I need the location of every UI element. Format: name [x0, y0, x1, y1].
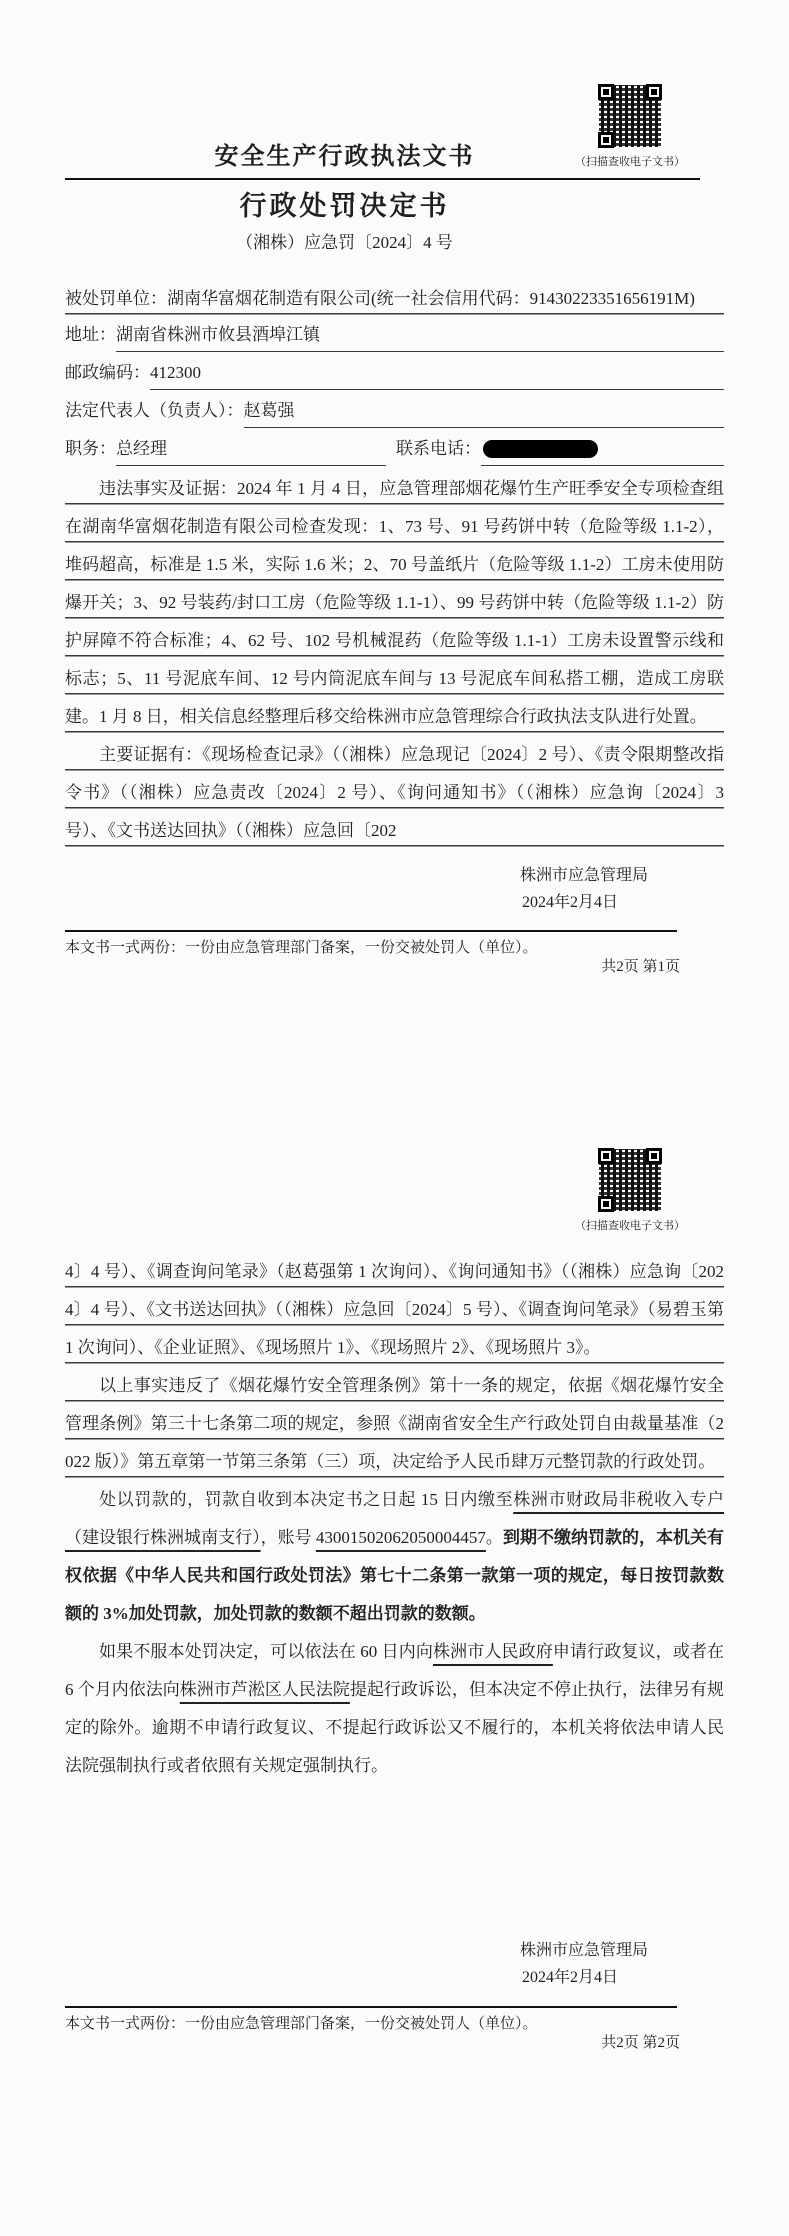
qr-finder-icon — [598, 1148, 614, 1164]
qr-finder-icon — [646, 1148, 662, 1164]
field-phone-value — [481, 432, 724, 466]
field-postcode — [65, 356, 724, 390]
issuing-authority: 株洲市应急管理局 — [519, 1942, 648, 1959]
qr-caption: （扫描查收电子文书） — [575, 1220, 685, 1232]
qr-finder-icon — [646, 84, 662, 100]
field-legal-rep — [65, 394, 724, 428]
field-position-label: 职务： — [65, 439, 116, 458]
evidence-continued-paragraph: 4〕4 号）、《调查询问笔录》（赵葛强第 1 次询问）、《询问通知书》（（湘株）应急询〔2024〕4 号）、《文书送达回执》（（湘株）应急回〔2024〕5 号）、《调查询问笔录》（易碧玉第 1 次询问）、《企业证照》、《现场照片 1》、《现场照片 2》、《现场照片 3》。 — [65, 1253, 724, 1367]
header-divider — [65, 178, 700, 180]
payment-paragraph: 处以罚款的，罚款自收到本决定书之日起 15 日内缴至株洲市财政局非税收入专户（建设银行株洲城南支行），账号 43001502062050004457。到期不缴纳罚款的，本机关有权依据《中华人民共和国行政处罚法》第七十二条第一款第一项的规定，每日按罚款数额的 3%加处罚款，加处罚款的数额不超出罚款的数额。 — [65, 1490, 725, 1623]
appeal-paragraph: 如果不服本处罚决定，可以依法在 60 日内向株洲市人民政府申请行政复议，或者在 6 个月内依法向株洲市芦淞区人民法院提起行政诉讼，但本决定不停止执行，法律另有规定的除外。逾期不申请行政复议、不提起行政诉讼又不履行的，本机关将依法申请人民法院强制执行或者依照有关规定强制执行。 — [65, 1642, 725, 1775]
header-title: 安全生产行政执法文书 — [214, 144, 475, 170]
qr-finder-icon — [598, 84, 614, 100]
field-postcode-value: 412300 — [150, 356, 724, 390]
field-legal-rep-label: 法定代表人（负责人）： — [65, 401, 244, 420]
signature-block — [65, 1937, 724, 1991]
facts-label: 违法事实及证据： — [65, 479, 237, 498]
field-address-label: 地址： — [65, 325, 116, 344]
facts-text: 2024 年 1 月 4 日，应急管理部烟花爆竹生产旺季安全专项检查组在湖南华富烟花制造有限公司检查发现：1、73 号、91 号药饼中转（危险等级 1.1-2），堆码超高，标准是 1.5 米，实际 1.6 米；2、70 号盖纸片（危险等级 1.1-2）工房未使用防爆开关；3、92 号装药/封口工房（危险等级 1.1-1）、99 号药饼中转（危险等级 1.1-2）防护屏障不符合标准；4、62 号、102 号机械混药（危险等级 1.1-1）工房未设置警示线和标志；5、11 号泥底车间、12 号内筒泥底车间与 13 号泥底车间私搭工棚，造成工房联建。1 月 8 日，相关信息经整理后移交给株洲市应急管理综合行政执法支队进行处置。 — [65, 479, 725, 726]
evidence-paragraph: 主要证据有：《现场检查记录》（（湘株）应急现记〔2024〕2 号）、《责令限期整改指令书》（（湘株）应急责改〔2024〕2 号）、《询问通知书》（（湘株）应急询〔2024〕3 号）、《文书送达回执》（（湘株）应急回〔202 — [65, 736, 724, 850]
doc-number: （湘株）应急罚〔2024〕4 号 — [236, 233, 453, 252]
page-2 — [0, 1100, 789, 2236]
page-1 — [0, 0, 789, 1100]
footer-note: 本文书一式两份：一份由应急管理部门备案，一份交被处罚人（单位）。 — [65, 940, 538, 956]
qr-code-icon — [598, 1148, 662, 1212]
field-address — [65, 318, 724, 352]
page-indicator: 共2页 第1页 — [601, 959, 680, 975]
signature-block — [65, 862, 724, 916]
qr-block-page2 — [571, 1148, 689, 1233]
issue-date: 2024年2月4日 — [521, 1969, 618, 1986]
qr-finder-icon — [598, 132, 614, 148]
page-footer — [65, 930, 724, 977]
field-position-phone — [65, 432, 724, 466]
page-indicator: 共2页 第2页 — [601, 2035, 680, 2051]
field-legal-rep-value: 赵葛强 — [244, 394, 725, 428]
qr-caption: （扫描查收电子文书） — [575, 156, 685, 168]
field-punished-unit — [65, 280, 724, 318]
field-punished-unit-value: 湖南华富烟花制造有限公司(统一社会信用代码：91430223351656191M) — [167, 289, 695, 308]
facts-paragraph — [65, 470, 724, 736]
issuing-authority: 株洲市应急管理局 — [519, 867, 648, 884]
field-position-value: 总经理 — [116, 432, 386, 466]
field-address-value: 湖南省株洲市攸县酒埠江镇 — [116, 318, 724, 352]
issue-date: 2024年2月4日 — [521, 894, 618, 911]
ruling-paragraph: 以上事实违反了《烟花爆竹安全管理条例》第十一条的规定，依据《烟花爆竹安全管理条例》第三十七条第二项的规定，参照《湖南省安全生产行政处罚自由裁量基准（2022 版）》第五章第一节第三条第（三）项，决定给予人民币肆万元整罚款的行政处罚。 — [65, 1367, 724, 1481]
qr-block-page1 — [571, 84, 689, 169]
footer-divider — [65, 2006, 677, 2008]
field-punished-unit-label: 被处罚单位： — [65, 289, 167, 308]
qr-code-icon — [598, 84, 662, 148]
doc-title: 行政处罚决定书 — [239, 191, 450, 221]
page-footer — [65, 2006, 724, 2053]
footer-note: 本文书一式两份：一份由应急管理部门备案，一份交被处罚人（单位）。 — [65, 2016, 538, 2032]
footer-divider — [65, 930, 677, 932]
form-fields — [65, 280, 724, 466]
field-postcode-label: 邮政编码： — [65, 363, 150, 382]
phone-redaction-bar — [483, 440, 598, 458]
field-phone-label: 联系电话： — [396, 439, 481, 458]
qr-finder-icon — [598, 1196, 614, 1212]
